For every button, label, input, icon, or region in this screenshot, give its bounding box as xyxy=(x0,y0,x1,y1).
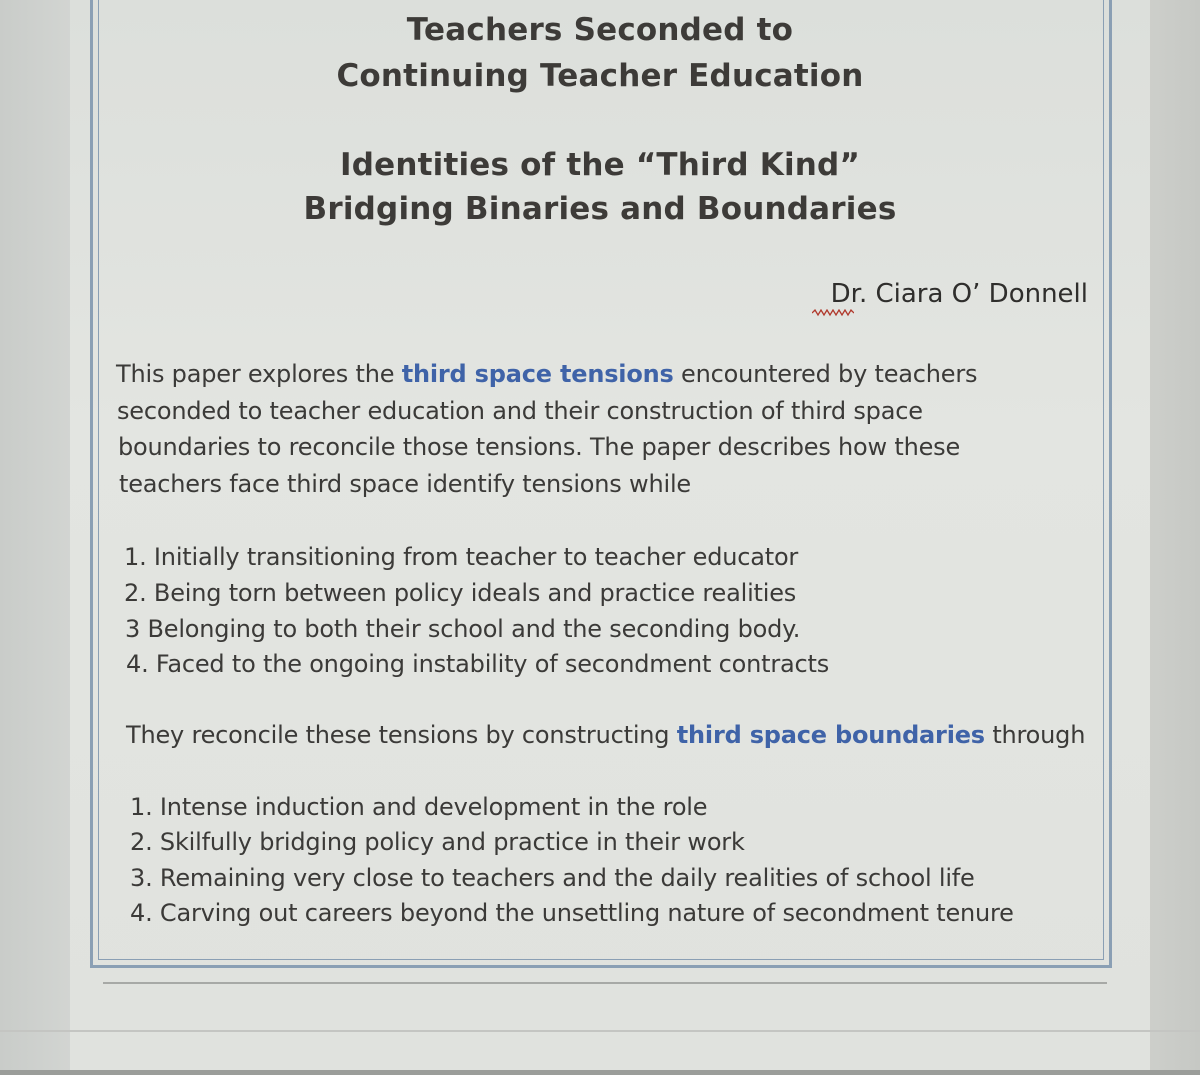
boundary-item: 1. Intense induction and development in the role xyxy=(130,793,708,821)
title-line-2: Continuing Teacher Education xyxy=(336,58,864,94)
tension-item: 2. Being torn between policy ideals and practice realities xyxy=(124,579,797,607)
abstract-line-3: boundaries to reconcile those tensions. The paper describes how these xyxy=(118,433,961,461)
boundary-item: 4. Carving out careers beyond the unsettling nature of secondment tenure xyxy=(130,899,1014,927)
highlight-third-space-boundaries: third space boundaries xyxy=(676,721,985,749)
abstract-text: This paper explores the xyxy=(116,360,402,388)
page-separator xyxy=(0,1030,1200,1032)
spellcheck-underline-icon xyxy=(812,309,854,317)
tension-item: 4. Faced to the ongoing instability of secondment contracts xyxy=(126,650,830,678)
boundary-item: 3. Remaining very close to teachers and the daily realities of school life xyxy=(130,864,975,892)
page-border-shadow xyxy=(103,982,1107,984)
abstract-text: encountered by teachers xyxy=(673,360,978,388)
subtitle-line-2: Bridging Binaries and Boundaries xyxy=(303,191,897,227)
tension-item: 1. Initially transitioning from teacher to teacher educator xyxy=(124,543,799,571)
subtitle-line-1: Identities of the “Third Kind” xyxy=(339,147,861,183)
abstract-line-2: seconded to teacher education and their construction of third space xyxy=(117,397,923,425)
abstract-line-4: teachers face third space identify tensions while xyxy=(119,470,691,498)
highlight-third-space-tensions: third space tensions xyxy=(401,360,674,388)
boundary-item: 2. Skilfully bridging policy and practice in their work xyxy=(130,828,745,856)
tension-item: 3 Belonging to both their school and the seconding body. xyxy=(125,615,801,643)
reconcile-sentence xyxy=(126,721,1085,749)
reconcile-text: through xyxy=(984,721,1086,749)
title-line-1: Teachers Seconded to xyxy=(406,12,794,48)
reconcile-text: They reconcile these tensions by constructing xyxy=(126,721,677,749)
abstract-line-1 xyxy=(116,360,977,388)
author-name: Dr. Ciara O’ Donnell xyxy=(830,279,1088,309)
screen-bottom-edge xyxy=(0,1070,1200,1075)
